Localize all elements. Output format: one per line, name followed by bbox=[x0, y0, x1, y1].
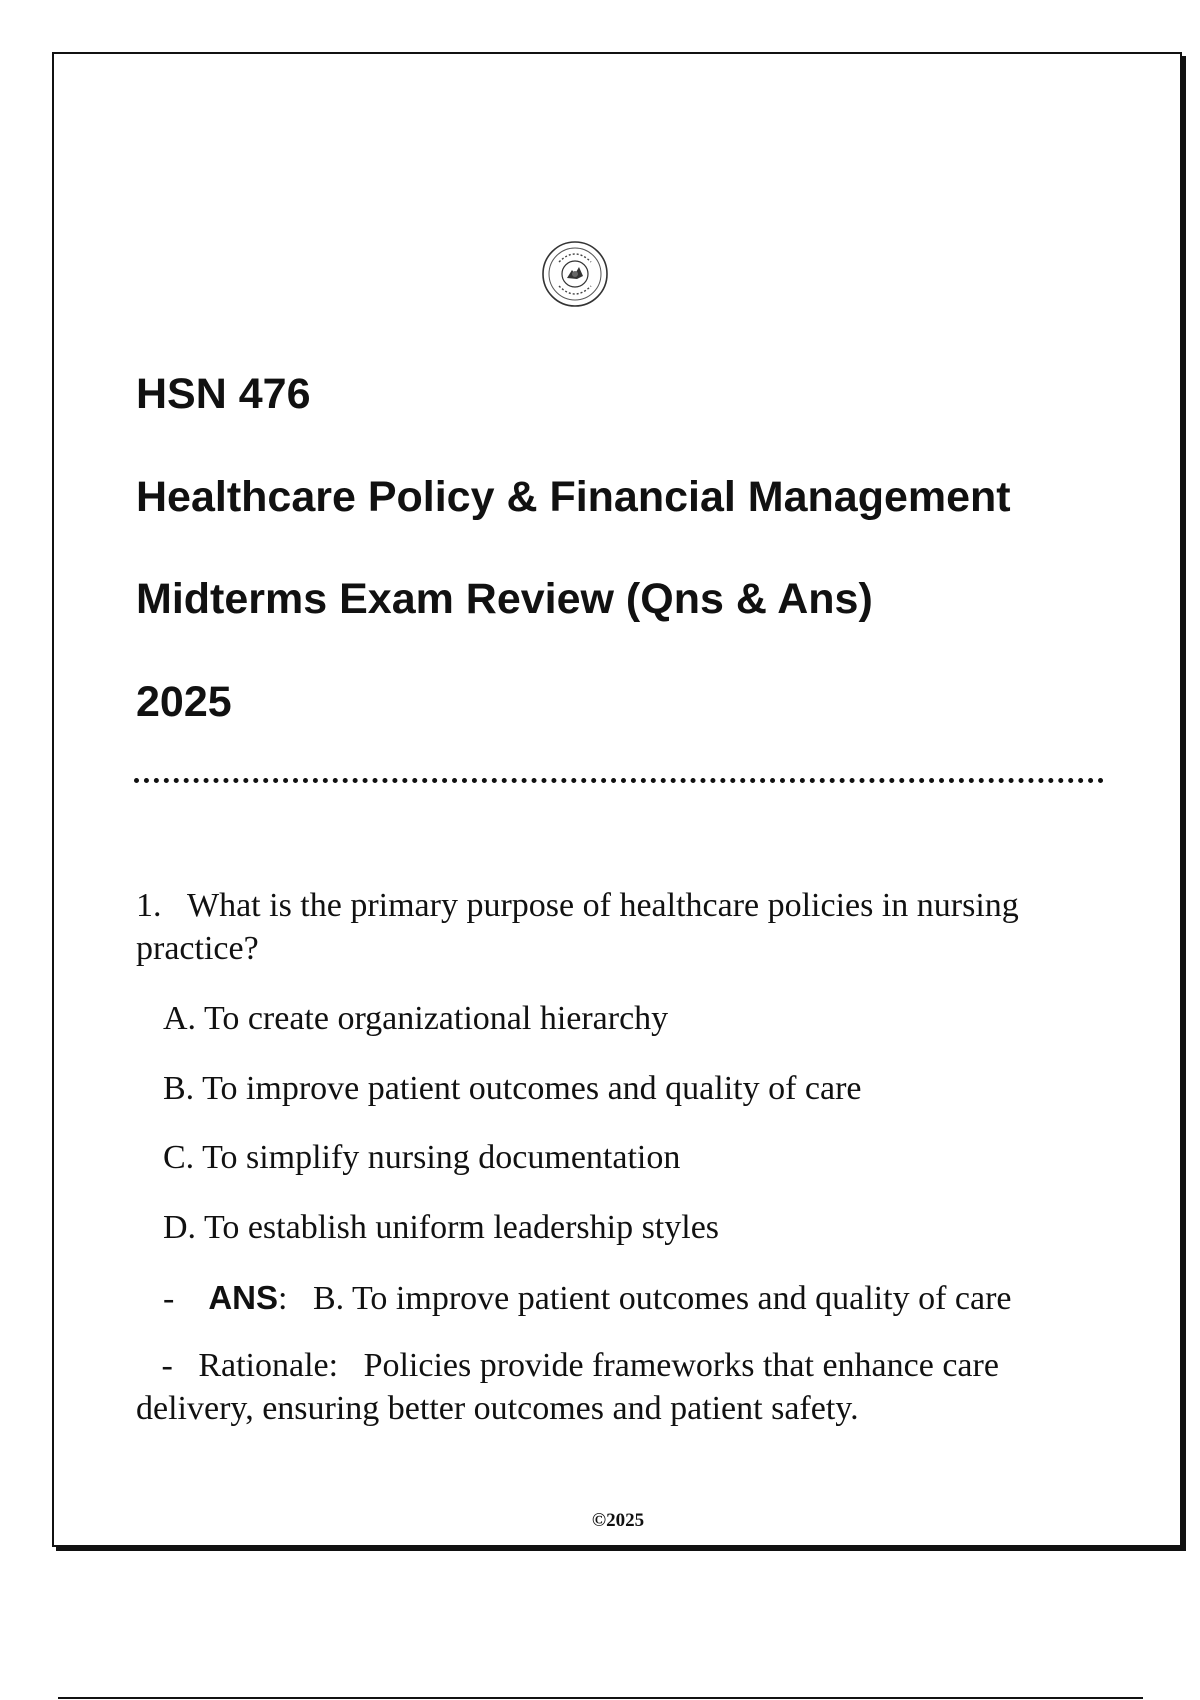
answer-bullet: - bbox=[163, 1280, 175, 1317]
course-code: HSN 476 bbox=[136, 370, 311, 418]
option-c: C. To simplify nursing documentation bbox=[163, 1139, 681, 1176]
answer-line: - ANS: B. To improve patient outcomes and quality of care bbox=[163, 1279, 1012, 1317]
option-b: B. To improve patient outcomes and quality of care bbox=[163, 1070, 862, 1107]
answer-label: ANS bbox=[208, 1279, 279, 1316]
exam-year: 2025 bbox=[136, 678, 232, 726]
dotted-divider bbox=[134, 778, 1104, 783]
exam-title: Midterms Exam Review (Qns & Ans) bbox=[136, 575, 873, 623]
question-number: 1. bbox=[136, 887, 162, 924]
copyright-footer: ©2025 bbox=[591, 1510, 645, 1531]
rationale-label: Rationale: bbox=[198, 1347, 339, 1384]
university-seal-icon bbox=[541, 240, 609, 308]
rationale bbox=[136, 1344, 1096, 1430]
rationale-text: Policies provide frameworks that enhance care delivery, ensuring better outcomes and patient safety. bbox=[136, 1347, 999, 1427]
question-1 bbox=[136, 884, 1096, 970]
bottom-rule bbox=[58, 1697, 1143, 1699]
answer-text: B. To improve patient outcomes and quality of care bbox=[312, 1280, 1012, 1317]
course-title: Healthcare Policy & Financial Management bbox=[136, 473, 1011, 521]
rationale-bullet: - bbox=[161, 1347, 173, 1384]
option-d: D. To establish uniform leadership styles bbox=[163, 1209, 720, 1246]
option-a: A. To create organizational hierarchy bbox=[163, 1000, 669, 1037]
page-frame bbox=[52, 52, 1182, 1547]
question-text: What is the primary purpose of healthcare policies in nursing practice? bbox=[136, 887, 1019, 967]
